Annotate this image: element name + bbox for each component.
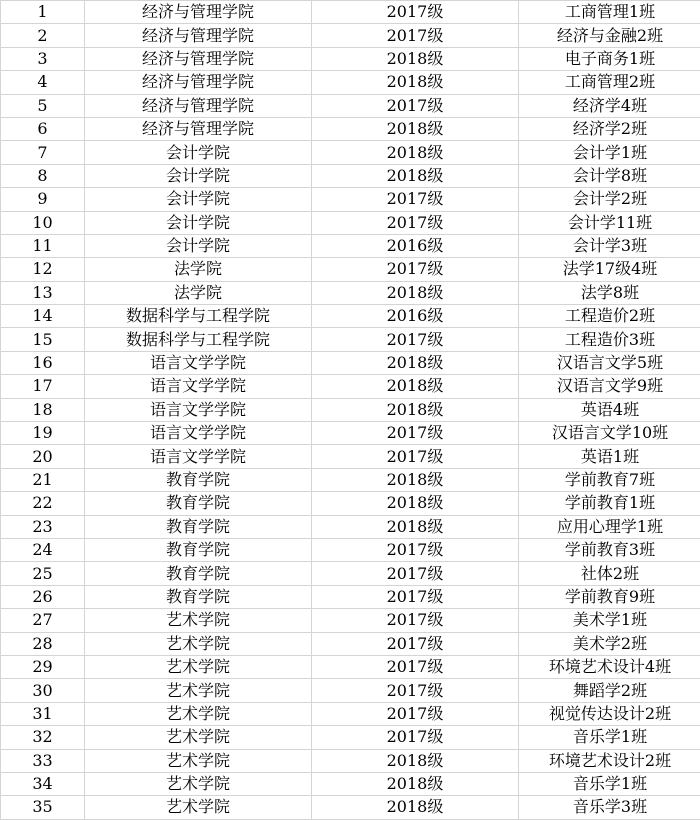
college-cell[interactable]: 语言文学学院 (85, 398, 312, 421)
row-number-cell[interactable]: 9 (1, 188, 85, 211)
grade-cell[interactable]: 2016级 (312, 305, 519, 328)
grade-cell[interactable]: 2018级 (312, 796, 519, 819)
row-number-cell[interactable]: 11 (1, 234, 85, 257)
grade-cell[interactable]: 2018级 (312, 164, 519, 187)
class-cell[interactable]: 会计学1班 (519, 141, 700, 164)
class-cell[interactable]: 学前教育7班 (519, 468, 700, 491)
college-cell[interactable]: 经济与管理学院 (85, 117, 312, 140)
grade-cell[interactable]: 2017级 (312, 445, 519, 468)
table-row (1, 305, 700, 328)
table-row (1, 492, 700, 515)
grade-cell[interactable]: 2018级 (312, 468, 519, 491)
table-row (1, 351, 700, 374)
college-cell[interactable]: 语言文学学院 (85, 422, 312, 445)
college-cell[interactable]: 艺术学院 (85, 726, 312, 749)
row-number-cell[interactable]: 27 (1, 609, 85, 632)
grade-cell[interactable]: 2017级 (312, 562, 519, 585)
class-cell[interactable]: 工程造价2班 (519, 305, 700, 328)
table-row (1, 398, 700, 421)
class-cell[interactable]: 英语4班 (519, 398, 700, 421)
class-cell[interactable]: 法学8班 (519, 281, 700, 304)
class-cell[interactable]: 工商管理1班 (519, 1, 700, 24)
table-row (1, 468, 700, 491)
row-number-cell[interactable]: 4 (1, 71, 85, 94)
class-cell[interactable]: 社体2班 (519, 562, 700, 585)
table-row (1, 1, 700, 24)
row-number-cell[interactable]: 14 (1, 305, 85, 328)
college-cell[interactable]: 经济与管理学院 (85, 1, 312, 24)
table-row (1, 258, 700, 281)
table-row (1, 188, 700, 211)
table-row (1, 538, 700, 561)
college-cell[interactable]: 艺术学院 (85, 702, 312, 725)
table-row (1, 655, 700, 678)
row-number-cell[interactable]: 30 (1, 679, 85, 702)
row-number-cell[interactable]: 28 (1, 632, 85, 655)
row-number-cell[interactable]: 35 (1, 796, 85, 819)
row-number-cell[interactable]: 25 (1, 562, 85, 585)
grade-cell[interactable]: 2017级 (312, 632, 519, 655)
college-cell[interactable]: 经济与管理学院 (85, 24, 312, 47)
table-row (1, 281, 700, 304)
college-cell[interactable]: 会计学院 (85, 141, 312, 164)
table-row (1, 71, 700, 94)
college-cell[interactable]: 艺术学院 (85, 679, 312, 702)
college-cell[interactable]: 艺术学院 (85, 632, 312, 655)
row-number-cell[interactable]: 7 (1, 141, 85, 164)
grade-cell[interactable]: 2017级 (312, 188, 519, 211)
class-cell[interactable]: 汉语言文学10班 (519, 422, 700, 445)
class-cell[interactable]: 学前教育9班 (519, 585, 700, 608)
table-row (1, 375, 700, 398)
grade-cell[interactable]: 2018级 (312, 47, 519, 70)
class-cell[interactable]: 法学17级4班 (519, 258, 700, 281)
row-number-cell[interactable]: 29 (1, 655, 85, 678)
grade-cell[interactable]: 2017级 (312, 328, 519, 351)
table-row (1, 94, 700, 117)
grade-cell[interactable]: 2018级 (312, 515, 519, 538)
row-number-cell[interactable]: 31 (1, 702, 85, 725)
grade-cell[interactable]: 2018级 (312, 398, 519, 421)
grade-cell[interactable]: 2017级 (312, 726, 519, 749)
college-cell[interactable]: 艺术学院 (85, 749, 312, 772)
row-number-cell[interactable]: 3 (1, 47, 85, 70)
table-body (1, 1, 700, 820)
grade-cell[interactable]: 2018级 (312, 117, 519, 140)
grade-cell[interactable]: 2018级 (312, 749, 519, 772)
table-row (1, 47, 700, 70)
table-row (1, 445, 700, 468)
table-row (1, 749, 700, 772)
table-row (1, 585, 700, 608)
class-cell[interactable]: 美术学1班 (519, 609, 700, 632)
college-cell[interactable]: 法学院 (85, 281, 312, 304)
class-cell[interactable]: 学前教育1班 (519, 492, 700, 515)
row-number-cell[interactable]: 10 (1, 211, 85, 234)
class-cell[interactable]: 视觉传达设计2班 (519, 702, 700, 725)
grade-cell[interactable]: 2018级 (312, 492, 519, 515)
row-number-cell[interactable]: 21 (1, 468, 85, 491)
college-cell[interactable]: 教育学院 (85, 538, 312, 561)
table-row (1, 141, 700, 164)
grade-cell[interactable]: 2017级 (312, 655, 519, 678)
class-cell[interactable]: 英语1班 (519, 445, 700, 468)
college-cell[interactable]: 会计学院 (85, 164, 312, 187)
grade-cell[interactable]: 2017级 (312, 422, 519, 445)
college-cell[interactable]: 教育学院 (85, 515, 312, 538)
row-number-cell[interactable]: 26 (1, 585, 85, 608)
class-cell[interactable]: 环境艺术设计4班 (519, 655, 700, 678)
college-cell[interactable]: 数据科学与工程学院 (85, 305, 312, 328)
college-cell[interactable]: 语言文学学院 (85, 375, 312, 398)
college-cell[interactable]: 教育学院 (85, 468, 312, 491)
class-cell[interactable]: 经济学4班 (519, 94, 700, 117)
grade-cell[interactable]: 2018级 (312, 375, 519, 398)
row-number-cell[interactable]: 12 (1, 258, 85, 281)
class-cell[interactable]: 经济与金融2班 (519, 24, 700, 47)
grade-cell[interactable]: 2017级 (312, 679, 519, 702)
college-cell[interactable]: 艺术学院 (85, 655, 312, 678)
row-number-cell[interactable]: 23 (1, 515, 85, 538)
table-row (1, 796, 700, 819)
college-cell[interactable]: 教育学院 (85, 585, 312, 608)
grade-cell[interactable]: 2017级 (312, 609, 519, 632)
grade-cell[interactable]: 2018级 (312, 141, 519, 164)
class-cell[interactable]: 音乐学1班 (519, 772, 700, 795)
college-cell[interactable]: 艺术学院 (85, 609, 312, 632)
class-cell[interactable]: 会计学11班 (519, 211, 700, 234)
class-cell[interactable]: 学前教育3班 (519, 538, 700, 561)
row-number-cell[interactable]: 32 (1, 726, 85, 749)
table-row (1, 24, 700, 47)
row-number-cell[interactable]: 5 (1, 94, 85, 117)
class-cell[interactable]: 会计学2班 (519, 188, 700, 211)
grade-cell[interactable]: 2017级 (312, 585, 519, 608)
grade-cell[interactable]: 2016级 (312, 234, 519, 257)
row-number-cell[interactable]: 33 (1, 749, 85, 772)
grade-cell[interactable]: 2018级 (312, 71, 519, 94)
class-cell[interactable]: 音乐学1班 (519, 726, 700, 749)
college-cell[interactable]: 艺术学院 (85, 772, 312, 795)
table-row (1, 609, 700, 632)
row-number-cell[interactable]: 6 (1, 117, 85, 140)
row-number-cell[interactable]: 8 (1, 164, 85, 187)
class-cell[interactable]: 工程造价3班 (519, 328, 700, 351)
row-number-cell[interactable]: 34 (1, 772, 85, 795)
row-number-cell[interactable]: 24 (1, 538, 85, 561)
college-cell[interactable]: 教育学院 (85, 562, 312, 585)
grade-cell[interactable]: 2017级 (312, 24, 519, 47)
grade-cell[interactable]: 2017级 (312, 211, 519, 234)
table-row (1, 422, 700, 445)
class-cell[interactable]: 会计学8班 (519, 164, 700, 187)
row-number-cell[interactable]: 15 (1, 328, 85, 351)
row-number-cell[interactable]: 19 (1, 422, 85, 445)
row-number-cell[interactable]: 18 (1, 398, 85, 421)
class-cell[interactable]: 音乐学3班 (519, 796, 700, 819)
college-cell[interactable]: 艺术学院 (85, 796, 312, 819)
class-cell[interactable]: 美术学2班 (519, 632, 700, 655)
table-row (1, 772, 700, 795)
grade-cell[interactable]: 2017级 (312, 94, 519, 117)
grade-cell[interactable]: 2017级 (312, 258, 519, 281)
class-cell[interactable]: 舞蹈学2班 (519, 679, 700, 702)
college-cell[interactable]: 经济与管理学院 (85, 47, 312, 70)
table-row (1, 328, 700, 351)
row-number-cell[interactable]: 13 (1, 281, 85, 304)
grade-cell[interactable]: 2017级 (312, 538, 519, 561)
college-cell[interactable]: 语言文学学院 (85, 351, 312, 374)
college-cell[interactable]: 语言文学学院 (85, 445, 312, 468)
table-row (1, 632, 700, 655)
college-cell[interactable]: 会计学院 (85, 234, 312, 257)
college-cell[interactable]: 会计学院 (85, 211, 312, 234)
row-number-cell[interactable]: 16 (1, 351, 85, 374)
class-cell[interactable]: 会计学3班 (519, 234, 700, 257)
grade-cell[interactable]: 2017级 (312, 1, 519, 24)
table-row (1, 679, 700, 702)
table-row (1, 726, 700, 749)
grade-cell[interactable]: 2018级 (312, 281, 519, 304)
table-row (1, 562, 700, 585)
table-row (1, 234, 700, 257)
class-cell[interactable]: 电子商务1班 (519, 47, 700, 70)
row-number-cell[interactable]: 1 (1, 1, 85, 24)
college-cell[interactable]: 经济与管理学院 (85, 71, 312, 94)
row-number-cell[interactable]: 17 (1, 375, 85, 398)
grade-cell[interactable]: 2018级 (312, 772, 519, 795)
college-cell[interactable]: 法学院 (85, 258, 312, 281)
grade-cell[interactable]: 2018级 (312, 351, 519, 374)
row-number-cell[interactable]: 20 (1, 445, 85, 468)
table-row (1, 702, 700, 725)
class-cell[interactable]: 经济学2班 (519, 117, 700, 140)
class-cell[interactable]: 汉语言文学5班 (519, 351, 700, 374)
class-cell[interactable]: 应用心理学1班 (519, 515, 700, 538)
college-cell[interactable]: 数据科学与工程学院 (85, 328, 312, 351)
class-cell[interactable]: 环境艺术设计2班 (519, 749, 700, 772)
table-row (1, 515, 700, 538)
table-row (1, 117, 700, 140)
college-cell[interactable]: 教育学院 (85, 492, 312, 515)
college-cell[interactable]: 经济与管理学院 (85, 94, 312, 117)
table-row (1, 164, 700, 187)
row-number-cell[interactable]: 2 (1, 24, 85, 47)
class-cell[interactable]: 工商管理2班 (519, 71, 700, 94)
grade-cell[interactable]: 2017级 (312, 702, 519, 725)
row-number-cell[interactable]: 22 (1, 492, 85, 515)
class-cell[interactable]: 汉语言文学9班 (519, 375, 700, 398)
college-cell[interactable]: 会计学院 (85, 188, 312, 211)
table-row (1, 211, 700, 234)
